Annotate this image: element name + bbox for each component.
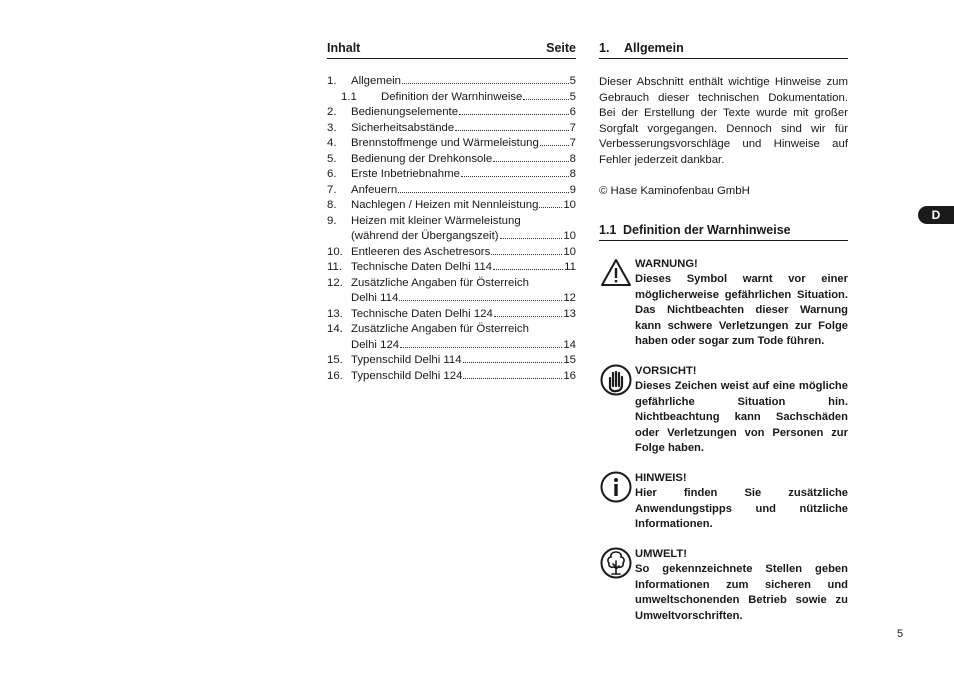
toc-item-page: 9 — [569, 183, 576, 196]
toc-leader-dots — [493, 269, 563, 270]
toc-item-number: 13. — [327, 307, 343, 320]
toc-header — [327, 40, 576, 59]
toc-leader-dots — [491, 254, 562, 255]
toc-item[interactable] — [327, 74, 576, 90]
notice-title: UMWELT! — [635, 547, 687, 560]
toc-item[interactable] — [327, 105, 576, 121]
toc-item-text-continued: Delhi 124 — [351, 338, 400, 351]
toc-item-page: 8 — [569, 152, 576, 165]
toc-item-page: 7 — [569, 137, 576, 149]
toc-item-text: Entleeren des Aschetresors — [351, 245, 491, 258]
toc-item-number: 3. — [327, 121, 337, 134]
page-number: 5 — [897, 628, 904, 640]
notice-title: VORSICHT! — [635, 364, 697, 377]
toc-item-number: 10. — [327, 245, 343, 258]
caution-notice — [599, 364, 848, 457]
toc-leader-dots — [463, 378, 562, 379]
toc-item-page: 8 — [569, 168, 576, 180]
toc-item-text: Heizen mit kleiner Wärmeleistung — [351, 214, 521, 227]
toc-item-page: 14 — [563, 338, 576, 351]
toc-item[interactable] — [327, 260, 576, 276]
toc-item-page: 10 — [563, 199, 576, 211]
toc-leader-dots — [402, 83, 569, 84]
toc-leader-dots — [463, 362, 563, 363]
toc-item-page: 10 — [563, 230, 576, 242]
toc-item-number: 16. — [327, 369, 343, 382]
toc-leader-dots — [523, 99, 568, 100]
toc-leader-dots — [399, 300, 562, 301]
toc-item-number: 11. — [327, 261, 342, 273]
toc-item-page: 13 — [563, 307, 576, 320]
notice-body: Hier finden Sie zusätzliche Anwendungstipps und nützliche Informationen. — [635, 487, 848, 530]
toc-item-text: Typenschild Delhi 124 — [351, 369, 463, 382]
toc-item[interactable] — [327, 369, 576, 385]
section-number: 1. — [599, 41, 610, 55]
copyright-line: © Hase Kaminofenbau GmbH — [599, 185, 750, 197]
toc-item-text: Erste Inbetriebnahme — [351, 168, 460, 180]
toc-leader-dots — [461, 176, 569, 177]
toc-item-page: 5 — [569, 90, 576, 103]
toc-leader-dots — [494, 316, 562, 317]
toc-item-number: 1.1 — [341, 90, 357, 103]
info-notice — [599, 471, 848, 533]
toc-item-text: Definition der Warnhinweise — [381, 90, 523, 103]
toc-item[interactable] — [327, 322, 576, 353]
environment-notice — [599, 547, 848, 625]
toc-item-text: Technische Daten Delhi 124 — [351, 307, 493, 320]
toc-item-text-continued: (während der Übergangszeit) — [351, 230, 499, 242]
toc-leader-dots — [459, 114, 569, 115]
toc-item[interactable] — [327, 136, 576, 152]
toc-item[interactable] — [327, 152, 576, 168]
info-icon — [600, 471, 632, 503]
toc-leader-dots — [493, 161, 568, 162]
toc-item-number: 7. — [327, 183, 337, 196]
toc-heading: Inhalt — [327, 41, 361, 55]
toc-leader-dots — [400, 347, 562, 348]
toc-item[interactable] — [327, 90, 576, 106]
toc-item-text: Bedienung der Drehkonsole — [351, 152, 493, 165]
table-of-contents — [327, 40, 576, 384]
toc-item-number: 8. — [327, 199, 337, 211]
toc-leader-dots — [540, 145, 569, 146]
notice-title: WARNUNG! — [635, 257, 698, 270]
notice-body: Dieses Symbol warnt vor einer möglicherweise gefährlichen Situation. Das Nichtbeachten dieser Warnung kann schwere Verletzungen zur Folge haben oder sogar zum Tode führen. — [635, 273, 848, 347]
toc-item-number: 15. — [327, 354, 343, 366]
toc-item[interactable] — [327, 121, 576, 137]
toc-item[interactable] — [327, 245, 576, 261]
warning-notice — [599, 257, 848, 350]
toc-item-number: 12. — [327, 276, 343, 289]
section-heading — [599, 40, 848, 59]
toc-item-text: Zusätzliche Angaben für Österreich — [351, 323, 529, 335]
toc-item-text: Anfeuern — [351, 183, 398, 196]
section-title: Allgemein — [624, 41, 684, 55]
toc-leader-dots — [398, 192, 568, 193]
toc-item-number: 2. — [327, 106, 337, 118]
toc-item-page: 12 — [563, 292, 576, 304]
toc-leader-dots — [455, 130, 568, 131]
toc-item-page: 16 — [563, 369, 576, 382]
toc-item-text: Technische Daten Delhi 114 — [351, 261, 492, 273]
toc-item[interactable] — [327, 353, 576, 369]
notice-title: HINWEIS! — [635, 471, 687, 484]
warning-triangle-icon — [600, 257, 632, 289]
subsection-heading — [599, 222, 848, 241]
toc-item-page: 15 — [563, 354, 576, 366]
toc-item-text: Bedienungselemente — [351, 106, 459, 118]
toc-item-number: 6. — [327, 168, 337, 180]
toc-item-text: Brennstoffmenge und Wärmeleistung — [351, 137, 539, 149]
toc-item-text: Nachlegen / Heizen mit Nennleistung — [351, 199, 539, 211]
toc-list — [327, 74, 576, 384]
subsection-title: Definition der Warnhinweise — [623, 222, 791, 237]
toc-item-number: 14. — [327, 323, 343, 335]
toc-item-text: Typenschild Delhi 114 — [351, 354, 462, 366]
environment-tree-icon — [600, 547, 632, 579]
toc-item[interactable] — [327, 198, 576, 214]
toc-item-number: 5. — [327, 152, 337, 165]
toc-item-text-continued: Delhi 114 — [351, 292, 399, 304]
toc-item-number: 9. — [327, 214, 337, 227]
toc-item-text: Sicherheitsabstände — [351, 121, 455, 134]
notice-body: Dieses Zeichen weist auf eine mögliche gefährliche Situation hin. Nichtbeachtung kann Sachschäden oder Verletzungen von Personen zur Folge haben. — [635, 380, 848, 454]
notice-body: So gekennzeichnete Stellen geben Informationen zum sicheren und umweltschonenden Betrieb sowie zu Umweltvorschriften. — [635, 563, 848, 622]
toc-item-page: 11 — [564, 261, 576, 273]
toc-leader-dots — [539, 207, 562, 208]
content-column — [599, 40, 848, 624]
toc-item[interactable] — [327, 307, 576, 323]
toc-item-text: Allgemein — [351, 75, 402, 87]
caution-hand-icon — [600, 364, 632, 396]
toc-item[interactable] — [327, 214, 576, 245]
toc-item-number: 1. — [327, 75, 337, 87]
toc-item-number: 4. — [327, 137, 337, 149]
toc-item-text: Zusätzliche Angaben für Österreich — [351, 276, 529, 289]
toc-item[interactable] — [327, 183, 576, 199]
intro-paragraph: Dieser Abschnitt enthält wichtige Hinweise zum Gebrauch dieser technischen Dokumentation. Bei der Erstellung der Texte wurde mit großer Sorgfalt vorgegangen. Dennoch sind wir für Verbesserungsvorschläge und Hinweise auf Fehler jederzeit dankbar. — [599, 76, 848, 166]
toc-item-page: 6 — [569, 106, 576, 118]
subsection-number: 1.1 — [599, 222, 617, 237]
toc-item-page: 5 — [569, 75, 576, 87]
toc-page-heading: Seite — [546, 41, 576, 55]
toc-item-page: 10 — [563, 245, 576, 258]
toc-item[interactable] — [327, 276, 576, 307]
toc-item[interactable] — [327, 167, 576, 183]
toc-item-page: 7 — [569, 121, 576, 134]
language-tab[interactable]: D — [918, 206, 954, 224]
toc-leader-dots — [500, 238, 563, 239]
